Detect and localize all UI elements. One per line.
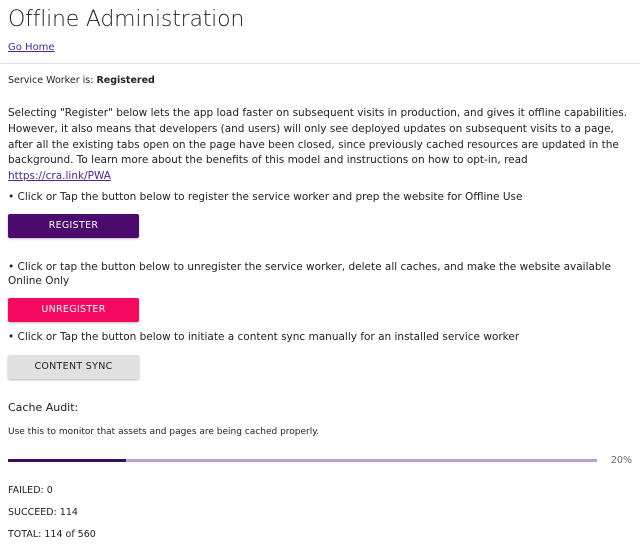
succeed-count: SUCCEED: 114 [8,506,78,518]
cache-audit-description: Use this to monitor that assets and pages are being cached properly. [8,426,320,437]
progress-percent: 20% [610,454,632,466]
go-home-link[interactable]: Go Home [8,42,55,53]
intro-paragraph [8,106,632,185]
status-value: Registered [96,75,155,86]
main-content [0,106,640,541]
cache-audit-title: Cache Audit: [8,400,79,414]
sync-description: • Click or Tap the button below to initiate a content sync manually for an installed service worker [8,330,520,343]
unregister-description: • Click or tap the button below to unregister the service worker, delete all caches, and make the website available Online Only [8,260,611,287]
pwa-docs-link[interactable]: https://cra.link/PWA [8,170,111,183]
failed-count: FAILED: 0 [8,484,53,496]
register-description: • Click or Tap the button below to register the service worker and prep the website for Offline Use [8,190,523,203]
page-header [0,0,640,54]
intro-text: Selecting "Register" below lets the app load faster on subsequent visits in production, and gives it offline capabilities. However, it also means that developers (and users) will only see deployed updates on subsequent visits to a page, after all the existing tabs open on the page have been closed, since previously cached resources are updated in the background. To learn more about the benefits of this model and instructions on how to opt-in, read [8,107,628,167]
register-button[interactable]: REGISTER [8,214,139,238]
total-count: TOTAL: 114 of 560 [8,528,96,540]
progress-fill [8,459,126,462]
header-divider [0,63,640,64]
progress-track [8,459,597,462]
page-title: Offline Administration [8,7,245,32]
unregister-button[interactable]: UNREGISTER [8,298,139,322]
status-label: Service Worker is: [8,75,94,86]
cache-progress [8,455,632,466]
service-worker-status [0,74,640,88]
content-sync-button[interactable]: CONTENT SYNC [8,355,139,379]
